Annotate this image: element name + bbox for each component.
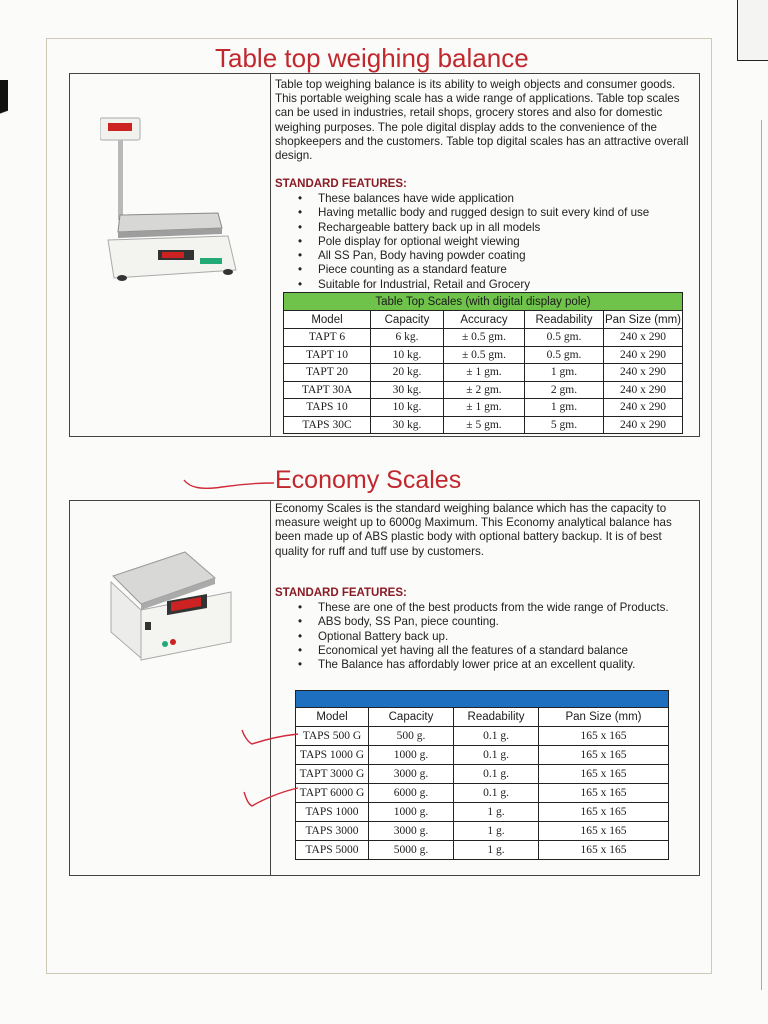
table-cell: TAPS 30C <box>284 416 371 434</box>
table-cell: 240 x 290 <box>604 381 683 399</box>
scan-edge-line <box>761 120 762 990</box>
table-cell: 6 kg. <box>371 329 444 347</box>
table-cell: 0.5 gm. <box>525 346 604 364</box>
column-header: Readability <box>454 708 539 727</box>
features-heading-economy: STANDARD FEATURES: <box>275 587 407 599</box>
table-cell: 0.1 g. <box>454 784 539 803</box>
table-cell: 3000 g. <box>369 822 454 841</box>
pen-mark-row-4 <box>240 784 300 810</box>
pen-mark-row-1 <box>240 726 300 748</box>
feature-item: • Optional Battery back up. <box>298 629 449 643</box>
table-cell: 10 kg. <box>371 346 444 364</box>
table-cell: TAPS 1000 G <box>296 746 369 765</box>
table-cell: TAPT 30A <box>284 381 371 399</box>
column-header: Model <box>296 708 369 727</box>
table-cell: TAPS 5000 <box>296 841 369 860</box>
section-description-table-top: Table top weighing balance is its ability to weigh objects and consumer goods. This portable weighing scale has a wide range of applications. Table top scales can be used in industries, retail shops, grocery stores and also for domestic weighing purposes. The pole digital display adds to the convenience of the shopkeepers and the customers. Table top digital scales has an attractive overall design. <box>275 78 689 163</box>
bullet-icon: • <box>298 615 303 629</box>
table-cell: 1 gm. <box>525 364 604 382</box>
table-cell: 165 x 165 <box>539 746 669 765</box>
table-cell: 240 x 290 <box>604 346 683 364</box>
features-list-economy <box>296 601 669 672</box>
column-header: Pan Size (mm) <box>539 708 669 727</box>
table-cell: ± 0.5 gm. <box>444 346 525 364</box>
feature-item: • These are one of the best products from the wide range of Products. <box>298 601 669 614</box>
column-header: Pan Size (mm) <box>604 311 683 329</box>
table-row <box>296 841 669 860</box>
column-header: Capacity <box>371 311 444 329</box>
bullet-icon: • <box>298 658 303 672</box>
table-row <box>296 803 669 822</box>
column-divider <box>270 74 271 436</box>
table-cell: 1 g. <box>454 803 539 822</box>
section-description-economy: Economy Scales is the standard weighing balance which has the capacity to measure weight up to 6000g Maximum. This Economy analytical balance has been made up of ABS plastic body with optional battery backup. It is of best quality for ruff and tuff use by customers. <box>275 502 672 558</box>
table-row <box>284 381 683 399</box>
table-cell: 165 x 165 <box>539 727 669 746</box>
table-row <box>296 727 669 746</box>
table-cell: TAPT 10 <box>284 346 371 364</box>
table-cell: 20 kg. <box>371 364 444 382</box>
feature-item: • Rechargeable battery back up in all models <box>298 220 541 234</box>
table-cell: TAPS 3000 <box>296 822 369 841</box>
table-row <box>284 346 683 364</box>
table-cell: 165 x 165 <box>539 765 669 784</box>
table-row <box>296 822 669 841</box>
table-cell: ± 5 gm. <box>444 416 525 434</box>
bullet-icon: • <box>298 643 303 657</box>
column-header: Capacity <box>369 708 454 727</box>
table-cell: 0.1 g. <box>454 727 539 746</box>
table-cell: 1 g. <box>454 841 539 860</box>
table-cell: 2 gm. <box>525 381 604 399</box>
bullet-icon: • <box>298 629 303 643</box>
table-cell: 10 kg. <box>371 399 444 417</box>
column-divider <box>270 501 271 875</box>
bullet-icon: • <box>298 263 303 277</box>
section-title-table-top: Table top weighing balance <box>215 43 529 73</box>
table-cell: TAPT 6000 G <box>296 784 369 803</box>
section-title-economy: Economy Scales <box>275 466 462 494</box>
bullet-icon: • <box>298 206 303 220</box>
table-cell: TAPT 3000 G <box>296 765 369 784</box>
scan-edge-fold <box>737 0 768 61</box>
feature-item: • All SS Pan, Body having powder coating <box>298 249 526 263</box>
table-cell: 0.1 g. <box>454 746 539 765</box>
bullet-icon: • <box>298 234 303 248</box>
table-cell: 5 gm. <box>525 416 604 434</box>
feature-item: • Pole display for optional weight viewing <box>298 234 520 248</box>
table-cell: ± 1 gm. <box>444 364 525 382</box>
table-cell: 500 g. <box>369 727 454 746</box>
table-cell: 30 kg. <box>371 416 444 434</box>
table-row <box>284 329 683 347</box>
economy-scales-table <box>295 690 669 860</box>
table-cell: 165 x 165 <box>539 784 669 803</box>
table-cell: 0.1 g. <box>454 765 539 784</box>
bullet-icon: • <box>298 277 303 291</box>
table-cell: 165 x 165 <box>539 822 669 841</box>
table-cell: ± 1 gm. <box>444 399 525 417</box>
table-cell: ± 0.5 gm. <box>444 329 525 347</box>
feature-item: • Piece counting as a standard feature <box>298 263 507 277</box>
table-row <box>284 364 683 382</box>
table-cell: 240 x 290 <box>604 399 683 417</box>
table-cell: 165 x 165 <box>539 841 669 860</box>
features-heading-table-top: STANDARD FEATURES: <box>275 178 407 190</box>
feature-item: • Having metallic body and rugged design to suit every kind of use <box>298 206 650 220</box>
table-row <box>284 399 683 417</box>
table-cell: TAPS 1000 <box>296 803 369 822</box>
table-cell: TAPT 6 <box>284 329 371 347</box>
column-header: Accuracy <box>444 311 525 329</box>
feature-item: • These balances have wide application <box>298 192 514 205</box>
table-cell: 1 gm. <box>525 399 604 417</box>
scan-corner-mark <box>0 80 8 160</box>
table-cell: 30 kg. <box>371 381 444 399</box>
table-cell: 3000 g. <box>369 765 454 784</box>
table-cell: TAPS 10 <box>284 399 371 417</box>
table-top-scales-table <box>283 292 683 434</box>
table-cell: TAPT 20 <box>284 364 371 382</box>
table-cell: 1000 g. <box>369 746 454 765</box>
table-cell: 0.5 gm. <box>525 329 604 347</box>
table-cell: 1000 g. <box>369 803 454 822</box>
column-header: Model <box>284 311 371 329</box>
table-cell: ± 2 gm. <box>444 381 525 399</box>
column-header: Readability <box>525 311 604 329</box>
table-cell: 6000 g. <box>369 784 454 803</box>
table-cell: TAPS 500 G <box>296 727 369 746</box>
bullet-icon: • <box>298 601 303 614</box>
feature-item: • Economical yet having all the features of a standard balance <box>298 643 629 657</box>
bullet-icon: • <box>298 192 303 205</box>
table-cell: 240 x 290 <box>604 364 683 382</box>
table-cell: 5000 g. <box>369 841 454 860</box>
table-cell: 240 x 290 <box>604 416 683 434</box>
table-cell: 165 x 165 <box>539 803 669 822</box>
table-row <box>296 784 669 803</box>
feature-item: • Suitable for Industrial, Retail and Grocery <box>298 277 531 291</box>
bullet-icon: • <box>298 249 303 263</box>
table-top-scale-image <box>100 110 240 295</box>
pen-mark-title <box>182 474 277 494</box>
table-cell: 1 g. <box>454 822 539 841</box>
feature-item: • ABS body, SS Pan, piece counting. <box>298 615 499 629</box>
features-list-table-top <box>296 192 649 292</box>
table-cell: 240 x 290 <box>604 329 683 347</box>
feature-item: • The Balance has affordably lower price at an excellent quality. <box>298 658 636 672</box>
table-row <box>296 765 669 784</box>
economy-scale-image <box>105 548 235 668</box>
table-row <box>284 416 683 434</box>
table-row <box>296 746 669 765</box>
table-header-bar <box>296 691 669 708</box>
bullet-icon: • <box>298 220 303 234</box>
table-caption: Table Top Scales (with digital display pole) <box>284 293 683 311</box>
